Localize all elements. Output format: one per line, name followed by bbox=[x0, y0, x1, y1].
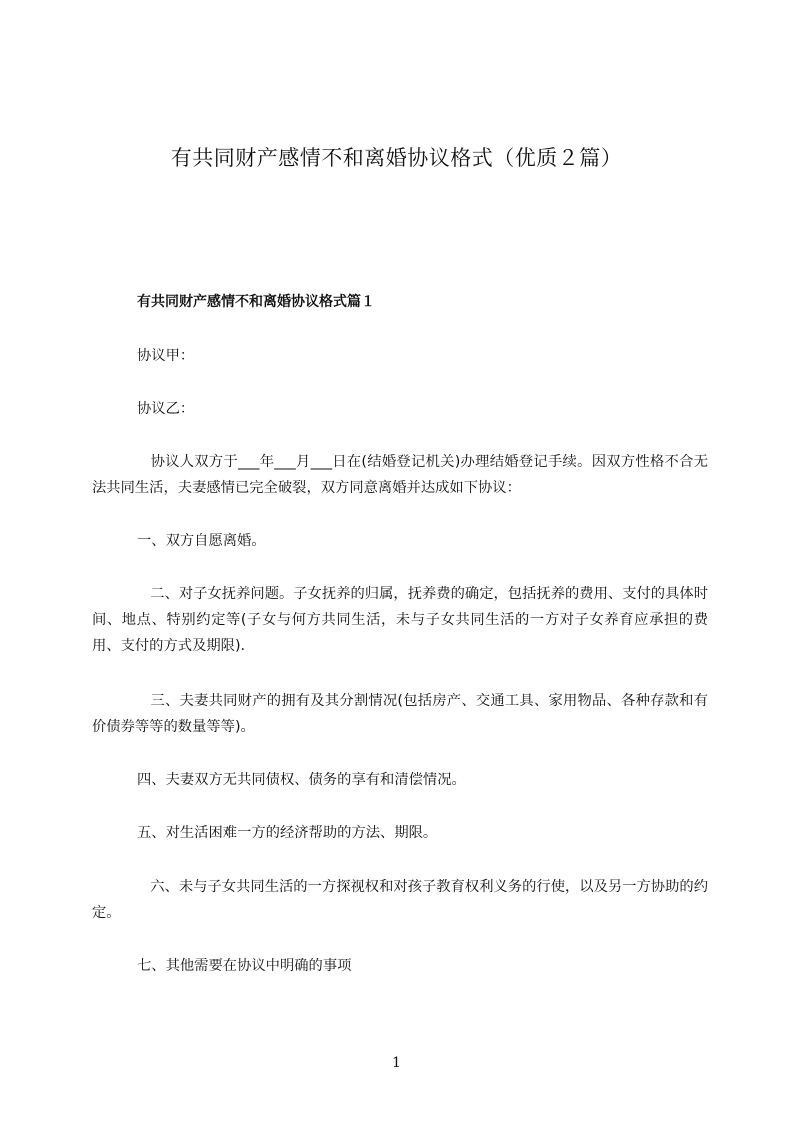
party-a-line: 协议甲： bbox=[137, 348, 195, 364]
clause-1: 一、双方自愿离婚。 bbox=[137, 533, 266, 549]
section-heading: 有共同财产感情不和离婚协议格式篇１ bbox=[137, 294, 375, 310]
party-b-line: 协议乙： bbox=[137, 401, 195, 417]
page-number: 1 bbox=[392, 1055, 401, 1071]
intro-paragraph: 协议人双方于___年___月___日在(结婚登记机关)办理结婚登记手续。因双方性格不合无法共同生活，夫妻感情已完全破裂，双方同意离婚并达成如下协议： bbox=[92, 454, 708, 496]
clause-2: 二、对子女抚养问题。子女抚养的归属，抚养费的确定，包括抚养的费用、支付的具体时间、地点、特别约定等(子女与何方共同生活，未与子女共同生活的一方对子女养育应承担的费用、支付的方式及期限). bbox=[92, 586, 708, 654]
clause-4: 四、夫妻双方无共同债权、债务的享有和清偿情况。 bbox=[137, 772, 466, 788]
document-title: 有共同财产感情不和离婚协议格式（优质２篇） bbox=[170, 146, 623, 170]
clause-5: 五、对生活困难一方的经济帮助的方法、期限。 bbox=[137, 825, 438, 841]
clause-7: 七、其他需要在协议中明确的事项 bbox=[137, 958, 352, 974]
clause-3: 三、夫妻共同财产的拥有及其分割情况(包括房产、交通工具、家用物品、各种存款和有价债券等等的数量等等)。 bbox=[92, 693, 708, 735]
clause-6: 六、未与子女共同生活的一方探视权和对孩子教育权利义务的行使，以及另一方协助的约定。 bbox=[92, 879, 708, 921]
